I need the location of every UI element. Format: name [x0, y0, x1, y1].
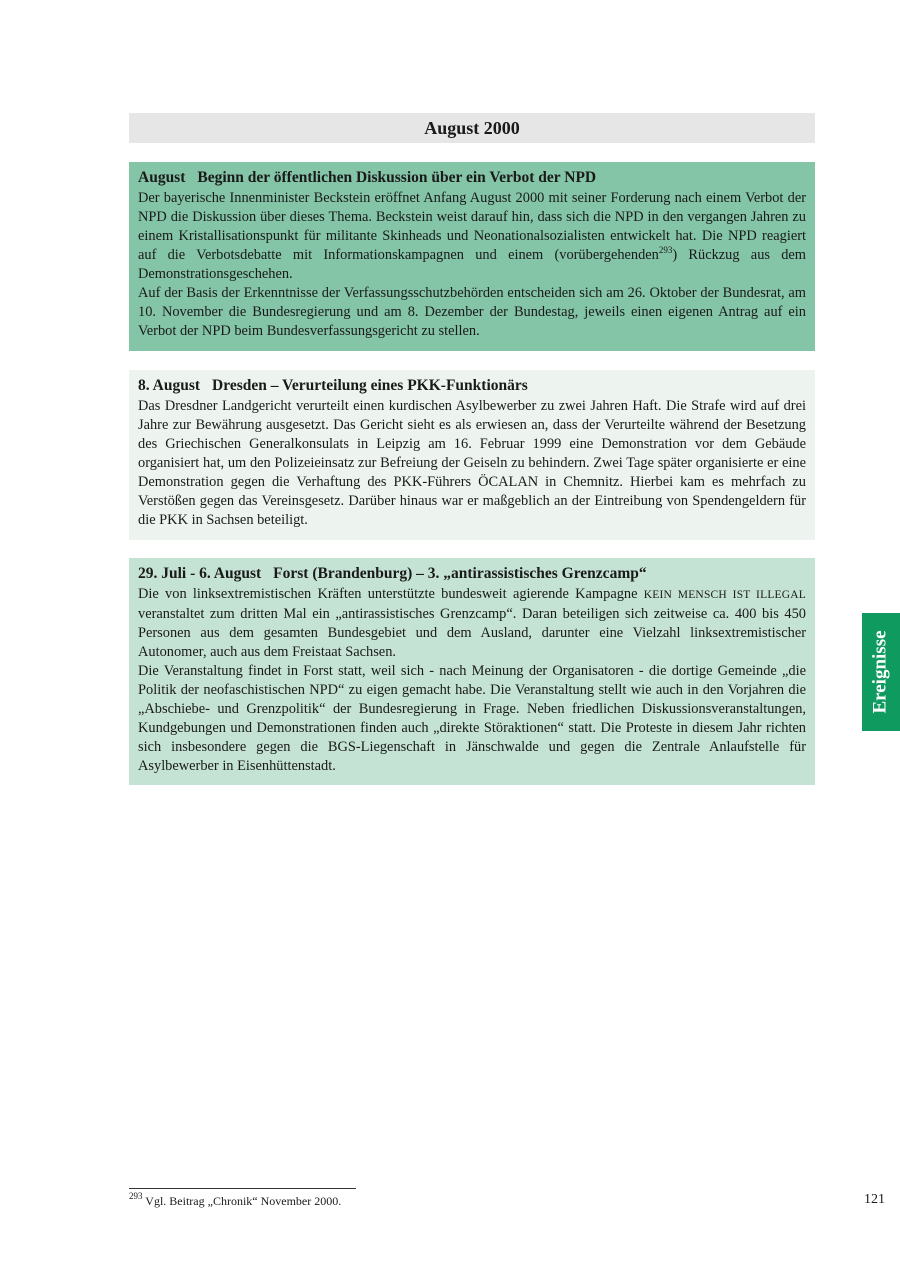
entry-paragraph: [138, 189, 806, 284]
entry-date: 8. August: [138, 377, 201, 394]
footnote-divider: [129, 1188, 356, 1189]
campaign-name: KEIN MENSCH IST ILLEGAL: [643, 589, 806, 601]
footnote-reference[interactable]: 293: [658, 245, 673, 255]
section-tab-label: Ereignisse: [870, 630, 892, 714]
paragraph-text: veranstaltet zum dritten Mal ein „antirassistisches Grenzcamp“. Daran beteiligen sich zeitweise ca. 400 bis 450 Personen aus dem gesamten Bundesgebiet und dem Ausland, darunter eine Vielzahl linksextremistischer Autonomer, auch aus dem Freistaat Sachsen.: [138, 606, 806, 660]
page-number: 121: [864, 1192, 885, 1207]
entry-title: Dresden – Verurteilung eines PKK-Funktionärs: [212, 377, 528, 394]
section-tab-ereignisse[interactable]: [862, 613, 900, 731]
event-entry-grenzcamp: [129, 558, 815, 785]
paragraph-text: Der bayerische Innenminister Beckstein eröffnet Anfang August 2000 mit seiner Forderung nach einem Verbot der NPD die Diskussion über dieses Thema. Beckstein weist darauf hin, dass sich die NPD in den vergangen Jahren zu einem Kristallisationspunkt für militante Skinheads und Neonationalsozialisten entwickelt hat. Die NPD reagiert auf die Verbotsdebatte mit Informationskampagnen und einem (vorübergehenden: [138, 190, 806, 263]
entry-heading: [138, 564, 806, 584]
entry-paragraph: Das Dresdner Landgericht verurteilt einen kurdischen Asylbewerber zu zwei Jahren Haft. Die Strafe wird auf drei Jahre zur Bewährung ausgesetzt. Das Gericht sieht es als erwiesen an, dass der Verurteilte während der Besetzung des Griechischen Generalkonsulats in Leipzig am 16. Februar 1999 eine Demonstration vor dem Gebäude organisiert hat, um den Polizeieinsatz zur Befreiung der Geiseln zu behindern. Zwei Tage später organisierte er eine Demonstration gegen die Verhaftung des PKK-Führers ÖCALAN in Chemnitz. Hierbei kam es mehrfach zu Verstößen gegen das Vereinsgesetz. Darüber hinaus war er maßgeblich an der Eintreibung von Spendengeldern für die PKK in Sachsen beteiligt.: [138, 398, 806, 528]
footnote: [129, 1193, 341, 1209]
footnote-text: Vgl. Beitrag „Chronik“ November 2000.: [145, 1194, 342, 1208]
event-entry-npd-verbot: [129, 162, 815, 351]
paragraph-text: ) Rückzug aus dem Demonstrationsgeschehen.: [138, 247, 807, 282]
entry-heading: [138, 168, 806, 188]
event-entry-pkk: [129, 370, 815, 540]
entry-paragraph: Die Veranstaltung findet in Forst statt, weil sich - nach Meinung der Organisatoren - die dortige Gemeinde „die Politik der neofaschistischen NPD“ zu eigen gemacht habe. Die Veranstaltung stellt wie auch in den Vorjahren die „Abschiebe- und Grenzpolitik“ der Bundesregierung in Frage. Neben friedlichen Diskussionsveranstaltungen, Kundgebungen und Demonstrationen finden auch „direkte Störaktionen“ statt. Die Proteste in diesem Jahr richten sich insbesondere gegen die BGS-Liegenschaft in Jänschwalde und gegen die Zentrale Anlaufstelle für Asylbewerber in Eisenhüttenstadt.: [138, 663, 806, 774]
entry-title: Beginn der öffentlichen Diskussion über ein Verbot der NPD: [197, 169, 597, 186]
footnote-number: 293: [129, 1191, 143, 1201]
month-header: August 2000: [129, 113, 815, 143]
entry-date: August: [138, 169, 186, 186]
entry-paragraph: Auf der Basis der Erkenntnisse der Verfassungsschutzbehörden entscheiden sich am 26. Oktober der Bundesrat, am 10. November die Bundesregierung und am 8. Dezember der Bundestag, jeweils einen eigenen Antrag auf ein Verbot der NPD beim Bundesverfassungsgericht zu stellen.: [138, 285, 806, 339]
entry-heading: [138, 376, 806, 396]
entry-title: Forst (Brandenburg) – 3. „antirassistisches Grenzcamp“: [273, 565, 647, 582]
entry-paragraph: [138, 585, 806, 662]
entry-date: 29. Juli - 6. August: [138, 565, 262, 582]
paragraph-text: Die von linksextremistischen Kräften unterstützte bundesweit agierende Kampagne: [138, 586, 644, 602]
